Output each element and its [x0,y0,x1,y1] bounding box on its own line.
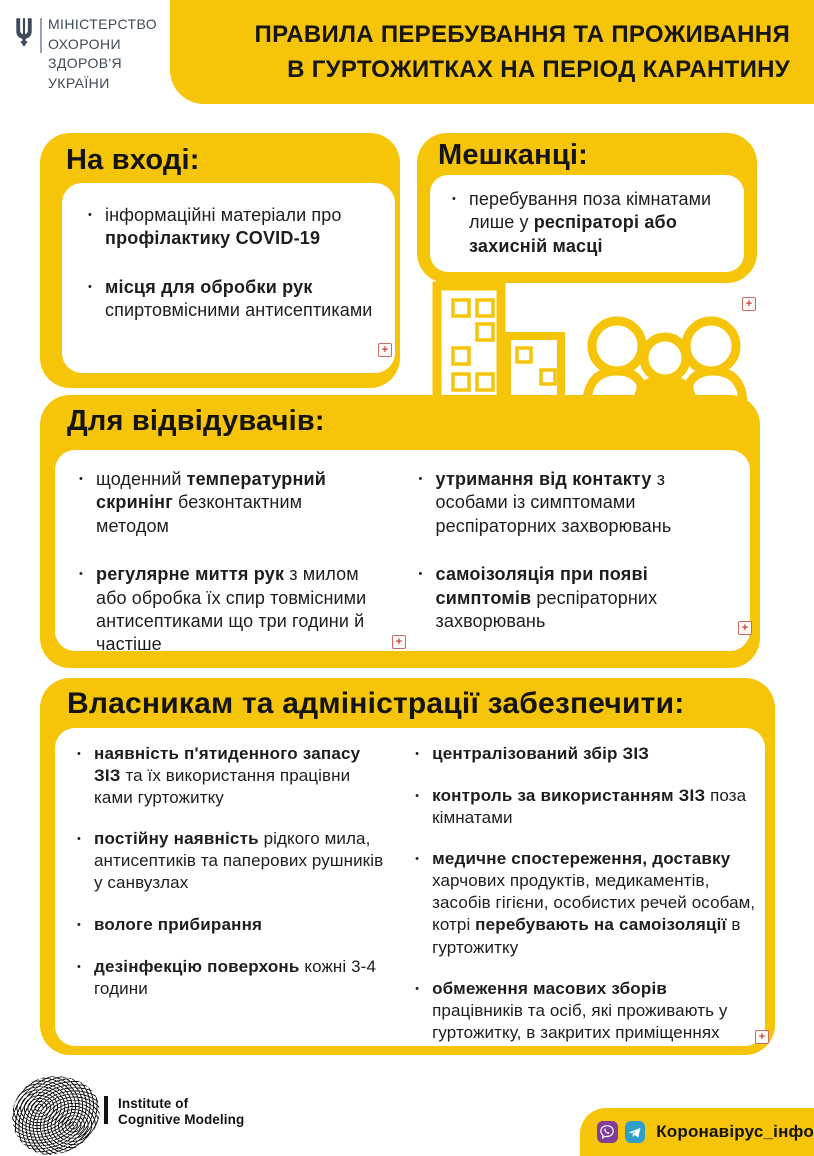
bullet-text [432,848,757,958]
bullet-dot: • [88,209,92,221]
bullet-dot: • [418,568,423,581]
bullet-text-regular: респіраторних захворювань [435,587,658,631]
bullet-dot: • [415,853,419,866]
plus-marker-icon: + [755,1030,769,1044]
list-item [75,956,389,1000]
bullet-text-regular: перебування поза кімнатами лише у [469,189,712,233]
bullet-text-regular: інформаційні матеріали про [105,205,342,225]
bullet-text-bold: постійну наявність [94,829,259,849]
bullet-text-bold: температурний скринінг [96,469,327,513]
channel-name: Коронавірус_інфо [656,1122,814,1141]
section-visitors-title: Для відвідувачів: [67,405,325,437]
institute-line: Institute of [118,1096,189,1111]
buildings-people-illustration [425,278,814,400]
list-item [413,848,757,958]
section-visitors-card [55,450,750,655]
bullet-text [94,828,389,894]
institute-logo [104,1096,244,1128]
bullet-text [432,978,757,1044]
bullet-text-regular: в гуртожитку [432,915,741,957]
bullet-dot: • [77,748,81,760]
bullet-text-bold: перебувають на самоізоляції [475,915,727,935]
bullet-text-regular: рідкого мила, антисептиків та паперових рушників у санвузлах [94,829,384,893]
bullet-dot: • [415,748,419,760]
section-entrance-card [62,183,395,373]
bullet-text-regular: безконтактним методом [96,492,303,536]
list-item [417,468,738,538]
section-residents [417,133,757,283]
header-banner [170,0,814,104]
section-visitors [40,395,760,668]
list-item [77,563,377,657]
bullet-text [436,468,738,538]
ministry-line: МІНІСТЕРСТВО [48,16,158,32]
bullet-text [105,204,381,251]
bullet-text-bold: місця для обробки рук [105,276,313,297]
owners-bullet-list-right [413,743,757,1046]
ministry-logo [13,15,157,93]
bullet-text-bold: респіраторі або захисній масці [469,212,678,256]
section-owners [40,678,775,1055]
residents-bullet-list [450,188,734,258]
bullet-dot: • [77,960,81,973]
bullet-text [436,563,738,633]
ministry-line: ОХОРОНИ [48,35,121,52]
bullet-text-bold: дезінфекцію поверхонь [94,956,300,976]
plus-marker-icon: + [742,297,756,311]
institute-name [118,1096,244,1128]
bullet-dot: • [79,568,83,581]
institute-brain-logo [8,1071,105,1156]
ministry-line: УКРАЇНИ [48,74,110,91]
bullet-text-regular: щоденний [96,469,187,489]
bullet-text-bold: утримання від контакту [435,469,652,489]
bullet-text [105,276,381,323]
list-item [413,978,757,1044]
poster-title [255,17,790,87]
section-residents-card [430,175,744,272]
plus-marker-icon: + [392,635,406,649]
bullet-text-bold: обмеження масових зборів [432,978,668,998]
bullet-text-bold: наявність п'ятиденного запасу ЗІЗ [94,744,361,786]
bullet-text [432,785,757,829]
plus-marker-icon: + [738,621,752,635]
ministry-name [48,15,157,93]
institute-line: Cognitive Modeling [118,1112,245,1127]
owners-bullet-list-left [75,743,389,1046]
bullet-text-regular: з особами із симптомами респіраторних захворювань [435,469,672,536]
section-entrance [40,133,400,388]
bullet-dot: • [415,982,419,995]
bullet-text-bold: профілактику COVID-19 [105,228,321,249]
section-owners-title: Власникам та адміністрації забезпечити: [67,687,685,720]
bullet-text-regular: спиртовмісними антисептиками [105,300,373,321]
bullet-text-bold: регулярне миття рук [96,564,285,585]
list-item [450,188,734,258]
list-item [75,743,389,809]
poster-title-line1: ПРАВИЛА ПЕРЕБУВАННЯ ТА ПРОЖИВАННЯ [254,21,790,48]
ministry-line: ЗДОРОВ'Я [48,55,123,71]
bullet-text-bold: централізований збір ЗІЗ [432,744,650,763]
bullet-dot: • [77,918,81,931]
list-item [413,785,757,829]
list-item [417,563,738,633]
bullet-text [96,563,377,657]
visitors-bullet-list-right [417,468,738,651]
bullet-text [94,743,389,809]
bullet-text [94,914,262,936]
list-item [77,468,377,538]
section-owners-card [55,728,765,1046]
bullet-dot: • [79,473,83,485]
bullet-dot: • [77,833,81,846]
bullet-text-regular: харчових продуктів, медикаментів, засобів гігієни, особистих речей особам, котрі [432,871,756,935]
viber-icon[interactable] [597,1121,618,1143]
plus-marker-icon: + [378,343,392,357]
telegram-icon[interactable] [625,1121,646,1143]
bullet-text [469,188,734,258]
bullet-dot: • [415,790,419,802]
bullet-text [432,743,649,765]
section-residents-title: Мешканці: [438,139,588,171]
list-item [75,828,389,894]
bullet-text-bold: контроль за використанням ЗІЗ [432,786,706,805]
bullet-text [96,468,377,538]
section-entrance-title: На вході: [66,144,200,176]
bullet-text [94,956,389,1000]
ukraine-trident-icon [13,17,35,48]
bullet-text-regular: та їх використання працівни ками гуртожитку [94,766,351,808]
visitors-bullet-list-left [77,468,377,655]
poster-title-line2: В ГУРТОЖИТКАХ НА ПЕРІОД КАРАНТИНУ [287,56,790,83]
bullet-text-bold: самоізоляція при появі симптомів [435,564,648,608]
bullet-dot: • [88,280,92,293]
bullet-text-regular: працівників та осіб, які проживають у гуртожитку, в закритих приміщеннях [432,1000,728,1042]
bullet-text-regular: з милом або обробка їх спир товмісними антисептиками що три години й частіше [96,564,367,655]
list-item [86,204,381,251]
list-item [86,276,381,323]
institute-divider [104,1096,108,1124]
logo-divider [40,18,42,53]
bullet-text-regular: кожні 3-4 години [94,956,376,998]
social-channel-badge[interactable] [580,1108,814,1156]
bullet-text-bold: вологе прибирання [94,914,263,934]
list-item [75,914,389,937]
entrance-bullet-list [86,204,381,323]
bullet-text-bold: медичне спостереження, доставку [432,849,731,869]
bullet-text-regular: поза кімнатами [432,786,747,828]
bullet-dot: • [452,193,456,205]
bullet-dot: • [418,473,423,485]
list-item [413,743,757,766]
